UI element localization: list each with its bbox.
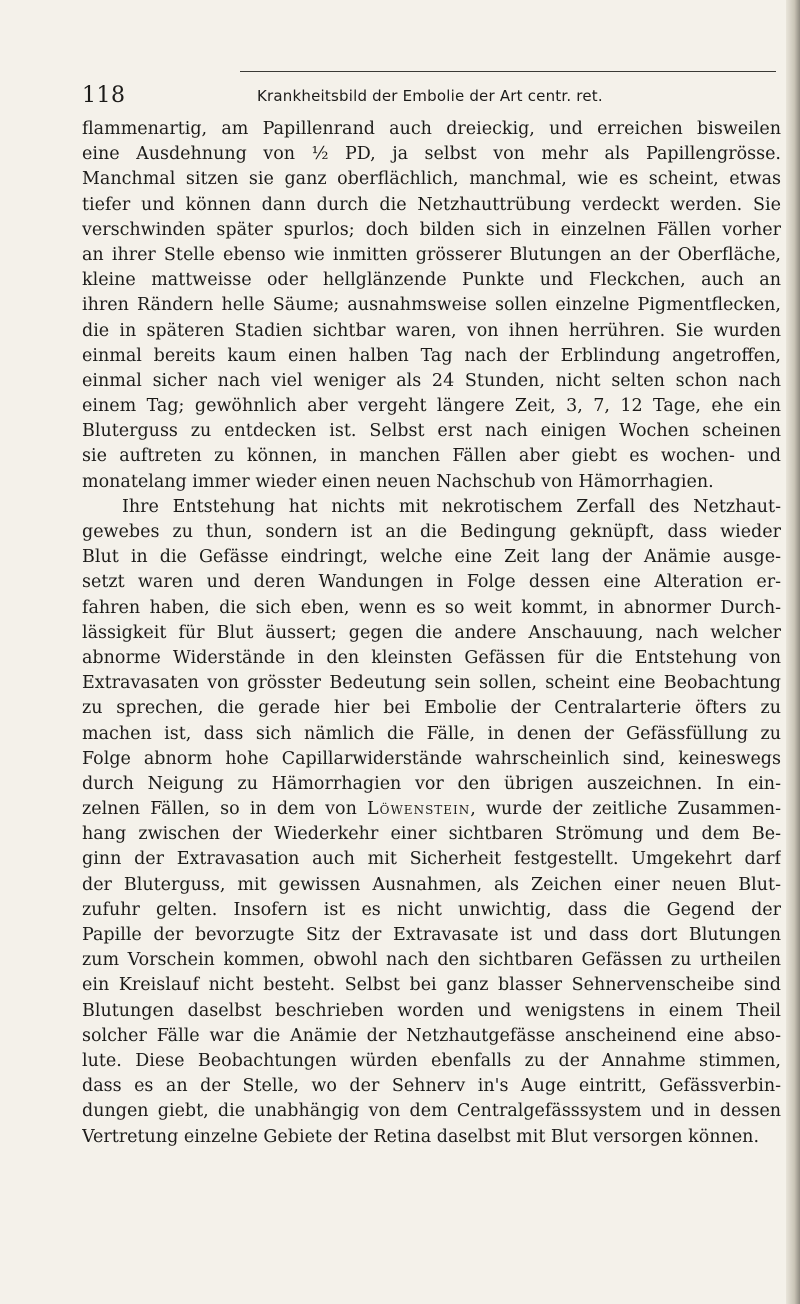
page-edge <box>786 0 800 1304</box>
text-line: Papille der bevorzugte Sitz der Extravasate ist und dass dort Blutungen <box>82 925 781 945</box>
text-line: zufuhr gelten. Insofern ist es nicht unwichtig, dass die Gegend der <box>82 899 781 920</box>
text-line: lute. Diese Beobachtungen würden ebenfalls zu der Annahme stimmen, <box>82 1050 781 1071</box>
text-segment: zelnen Fällen, so in dem von <box>82 799 368 820</box>
text-line: monatelang immer wieder einen neuen Nachschub von Hämorrhagien. <box>82 471 714 492</box>
text-line: dungen giebt, die unabhängig von dem Centralgefässsystem und in dessen <box>82 1101 781 1122</box>
text-line: Blut in die Gefässe eindringt, welche eine Zeit lang der Anämie ausge- <box>82 547 781 568</box>
paragraph-1 <box>82 117 781 495</box>
body-text <box>82 117 781 1150</box>
text-line: Vertretung einzelne Gebiete der Retina daselbst mit Blut versorgen können. <box>82 1126 760 1147</box>
top-rule <box>240 71 776 72</box>
text-line: Extravasaten von grösster Bedeutung sein sollen, scheint eine Beobachtung <box>82 673 781 694</box>
text-line: flammenartig, am Papillenrand auch dreieckig, und erreichen bisweilen <box>82 119 781 139</box>
text-line: sie auftreten zu können, in manchen Fällen aber giebt es wochen- und <box>82 446 781 467</box>
text-line: Manchmal sitzen sie ganz oberflächlich, manchmal, wie es scheint, etwas <box>82 169 781 190</box>
text-line: lässigkeit für Blut äussert; gegen die andere Anschauung, nach welcher <box>82 622 781 643</box>
text-line: hang zwischen der Wiederkehr einer sichtbaren Strömung und dem Be- <box>82 824 781 845</box>
running-title: Krankheitsbild der Embolie der Art centr. ret. <box>257 87 603 105</box>
text-line: an ihrer Stelle ebenso wie inmitten grösserer Blutungen an der Oberfläche, <box>82 244 781 265</box>
text-line: tiefer und können dann durch die Netzhauttrübung verdeckt werden. Sie <box>82 194 781 215</box>
text-line: setzt waren und deren Wandungen in Folge dessen eine Alteration er- <box>82 572 781 593</box>
text-line: ihren Rändern helle Säume; ausnahmsweise sollen einzelne Pigmentflecken, <box>82 295 781 316</box>
text-line: einmal sicher nach viel weniger als 24 Stunden, nicht selten schon nach <box>82 370 781 391</box>
page-number: 118 <box>82 83 126 108</box>
text-line: Folge abnorm hohe Capillarwiderstände wahrscheinlich sind, keineswegs <box>82 748 781 769</box>
text-line: kleine mattweisse oder hellglänzende Punkte und Fleckchen, auch an <box>82 270 781 291</box>
text-line: der Bluterguss, mit gewissen Ausnahmen, als Zeichen einer neuen Blut- <box>82 874 781 895</box>
text-line: zu sprechen, die gerade hier bei Embolie der Centralarterie öfters zu <box>82 698 781 719</box>
text-line: abnorme Widerstände in den kleinsten Gefässen für die Entstehung von <box>82 647 781 668</box>
text-line: Ihre Entstehung hat nichts mit nekrotischem Zerfall des Netzhaut- <box>122 496 781 517</box>
text-line: verschwinden später spurlos; doch bilden sich in einzelnen Fällen vorher <box>82 219 781 240</box>
text-line: die in späteren Stadien sichtbar waren, von ihnen herrühren. Sie wurden <box>82 320 781 341</box>
text-line: Bluterguss zu entdecken ist. Selbst erst nach einigen Wochen scheinen <box>82 421 781 442</box>
text-line <box>82 797 781 822</box>
text-line: gewebes zu thun, sondern ist an die Bedingung geknüpft, dass wieder <box>82 522 781 542</box>
text-segment: , wurde der zeitliche Zusammen- <box>470 799 781 820</box>
text-line: ein Kreislauf nicht besteht. Selbst bei ganz blasser Sehnervenscheibe sind <box>82 975 781 996</box>
text-line: eine Ausdehnung von ½ PD, ja selbst von mehr als Papillengrösse. <box>82 144 781 165</box>
text-line: zum Vorschein kommen, obwohl nach den sichtbaren Gefässen zu urtheilen <box>82 950 781 971</box>
text-line: fahren haben, die sich eben, wenn es so weit kommt, in abnormer Durch- <box>82 597 781 618</box>
text-line: solcher Fälle war die Anämie der Netzhautgefässe anscheinend eine abso- <box>82 1025 781 1046</box>
text-line: durch Neigung zu Hämorrhagien vor den übrigen auszeichnen. In ein- <box>82 773 781 794</box>
text-line: dass es an der Stelle, wo der Sehnerv in's Auge eintritt, Gefässverbin- <box>82 1076 781 1097</box>
text-line: Blutungen daselbst beschrieben worden und wenigstens in einem Theil <box>82 1000 781 1021</box>
author-name: Löwenstein <box>367 799 471 820</box>
text-line: einmal bereits kaum einen halben Tag nach der Erblindung angetroffen, <box>82 345 781 366</box>
paragraph-2 <box>82 495 781 1150</box>
text-line: ginn der Extravasation auch mit Sicherheit festgestellt. Umgekehrt darf <box>82 849 781 870</box>
text-line: machen ist, dass sich nämlich die Fälle, in denen der Gefässfüllung zu <box>82 723 781 744</box>
text-line: einem Tag; gewöhnlich aber vergeht längere Zeit, 3, 7, 12 Tage, ehe ein <box>82 396 781 417</box>
page-header <box>82 83 782 115</box>
